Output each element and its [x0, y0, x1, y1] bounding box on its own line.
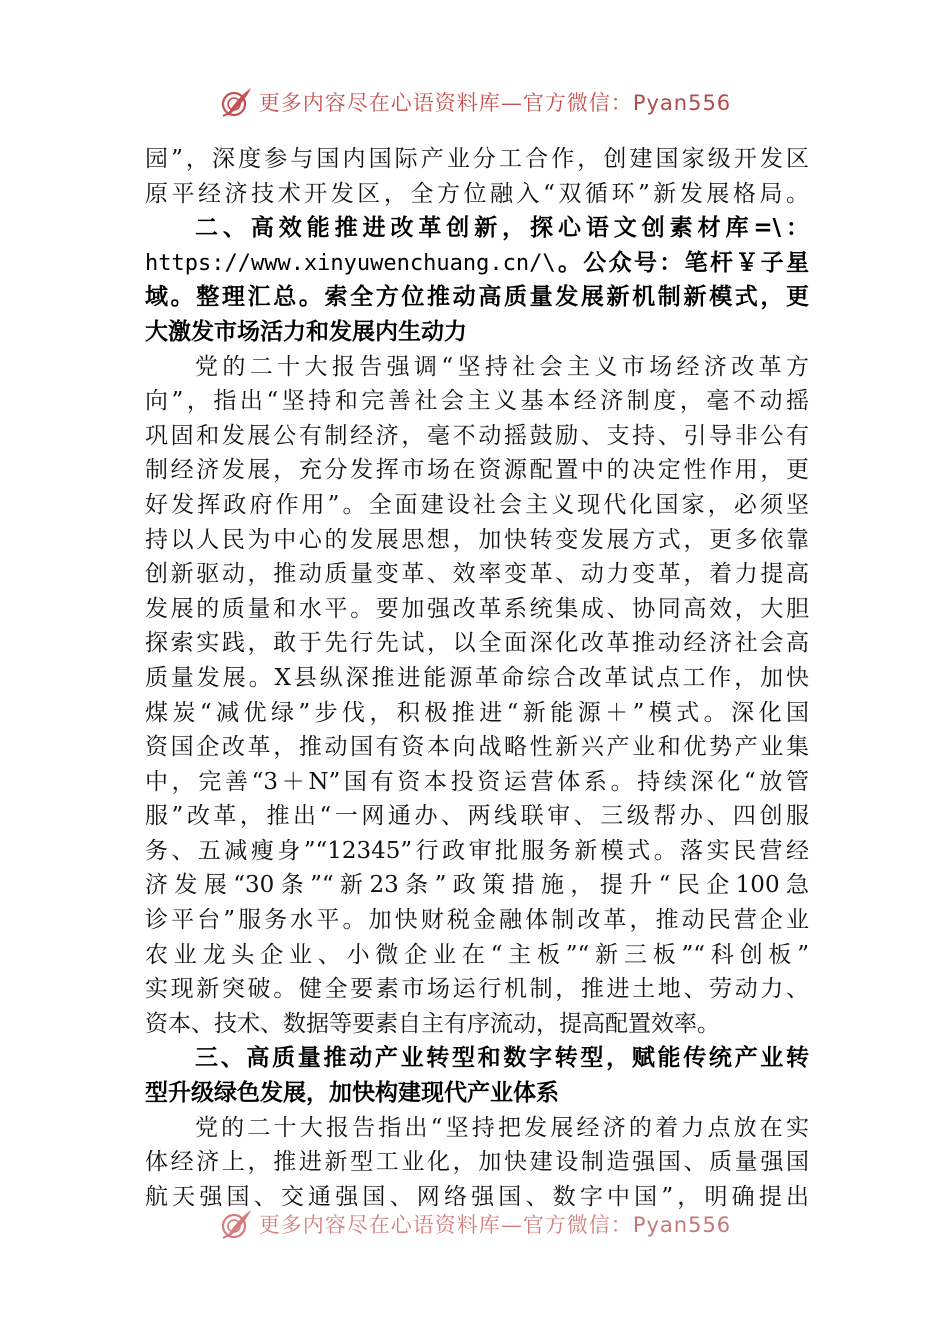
section-heading-2-line3: 域。整理汇总。索全方位推动高质量发展新机制新模式，更 [145, 284, 809, 311]
header-watermark-text: 更多内容尽在心语资料库—官方微信：Pyan556 [258, 91, 732, 115]
paragraph-line: 体经济上，推进新型工业化，加快建设制造强国、质量强国 [145, 1149, 809, 1176]
paragraph-line: 向”，指出“坚持和完善社会主义基本经济制度，毫不动摇 [145, 388, 809, 415]
source-url: https://www.xinyuwenchuang.cn/\ [145, 250, 556, 276]
paragraph-line: 济发展“30条”“新23条”政策措施，提升“民企100急 [145, 872, 809, 899]
body-line: 园”，深度参与国内国际产业分工合作，创建国家级开发区 [145, 146, 809, 172]
paragraph-line: 煤炭“减优绿”步伐，积极推进“新能源＋”模式。深化国 [145, 699, 809, 726]
section-heading-3-line2: 型升级绿色发展，加快构建现代产业体系 [145, 1080, 559, 1107]
section-heading-2: 二、高效能推进改革创新，探心语文创素材库=\： [195, 215, 809, 242]
paragraph-line: 农业龙头企业、小微企业在“主板”“新三板”“科创板” [145, 941, 809, 968]
paragraph-line: 资国企改革，推动国有资本向战略性新兴产业和优势产业集 [145, 734, 809, 761]
body-line: 原平经济技术开发区，全方位融入“双循环”新发展格局。 [145, 180, 809, 207]
paragraph-line: 好发挥政府作用”。全面建设社会主义现代化国家，必须坚 [145, 491, 809, 518]
header-watermark [0, 82, 950, 122]
footer-watermark-text: 更多内容尽在心语资料库—官方微信：Pyan556 [258, 1213, 732, 1237]
paragraph-line: 党的二十大报告指出“坚持把发展经济的着力点放在实 [195, 1114, 809, 1141]
section-heading-3: 三、高质量推动产业转型和数字转型，赋能传统产业转 [195, 1045, 809, 1072]
heading-text: 。公众号：笔杆￥子星 [555, 249, 809, 276]
paragraph-line: 发展的质量和水平。要加强改革系统集成、协同高效，大胆 [145, 595, 809, 622]
paragraph-line: 制经济发展，充分发挥市场在资源配置中的决定性作用，更 [145, 457, 809, 484]
section-heading-2-line2 [145, 246, 809, 281]
paragraph-line: 巩固和发展公有制经济，毫不动摇鼓励、支持、引导非公有 [145, 422, 809, 449]
paragraph-line: 持以人民为中心的发展思想，加快转变发展方式，更多依靠 [145, 526, 809, 553]
paragraph-line: 资本、技术、数据等要素自主有序流动，提高配置效率。 [145, 1010, 720, 1037]
paragraph-line: 探索实践，敢于先行先试，以全面深化改革推动经济社会高 [145, 630, 809, 657]
paragraph-line: 质量发展。X县纵深推进能源革命综合改革试点工作，加快 [145, 664, 809, 691]
paragraph-line: 中，完善“3＋N”国有资本投资运营体系。持续深化“放管 [145, 768, 809, 795]
paragraph-line: 服”改革，推出“一网通办、两线联审、三级帮办、四创服 [145, 803, 809, 830]
section-heading-2-line4: 大激发市场活力和发展内生动力 [145, 318, 467, 345]
paragraph-line: 务、五减瘦身”“12345”行政审批服务新模式。落实民营经 [145, 837, 809, 864]
quill-pen-logo-icon [219, 85, 253, 119]
paragraph-line: 诊平台”服务水平。加快财税金融体制改革，推动民营企业 [145, 907, 809, 934]
paragraph-line: 党的二十大报告强调“坚持社会主义市场经济改革方 [195, 353, 809, 380]
quill-pen-logo-icon [219, 1207, 253, 1241]
paragraph-line: 实现新突破。健全要素市场运行机制，推进土地、劳动力、 [145, 976, 809, 1003]
paragraph-line: 航天强国、交通强国、网络强国、数字中国”，明确提出 [145, 1183, 809, 1210]
document-page [145, 142, 809, 1214]
paragraph-line: 创新驱动，推动质量变革、效率变革、动力变革，着力提高 [145, 561, 809, 588]
footer-watermark [0, 1204, 950, 1244]
